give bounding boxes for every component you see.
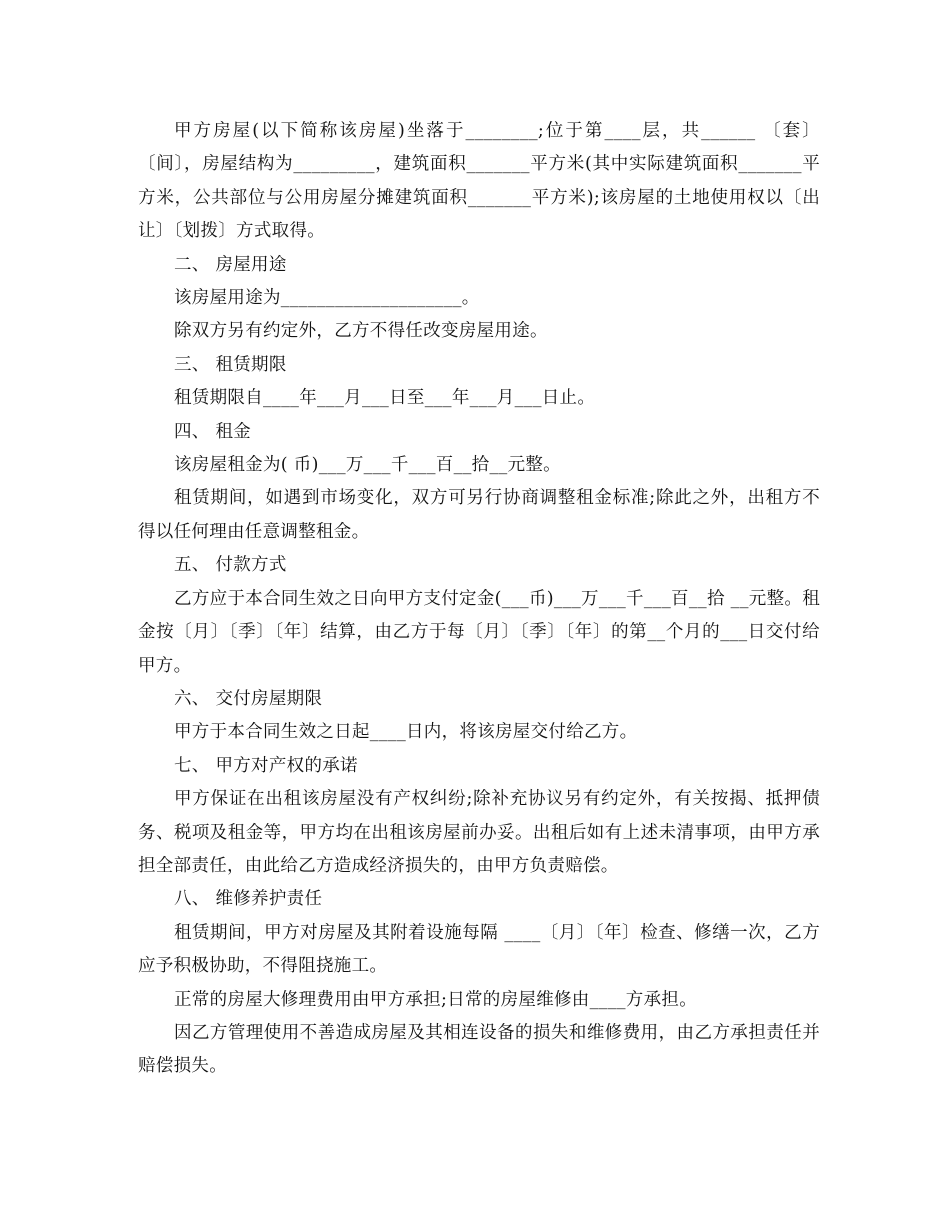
- paragraph-use-restriction: 除双方另有约定外，乙方不得任改变房屋用途。: [174, 321, 548, 342]
- paragraph-maintenance-inspection: 租赁期间，甲方对房屋及其附着设施每隔 ____〔月〕〔年〕检查、修缮一次，乙方应予积极协助，不得阻挠施工。: [138, 922, 820, 977]
- paragraph-property-commitment: 甲方保证在出租该房屋没有产权纠纷;除补充协议另有约定外，有关按揭、抵押债务、税项及租金等，甲方均在出租该房屋前办妥。出租后如有上述未清事项，由甲方承担全部责任，由此给乙方造成经济损失的，由甲方负责赔偿。: [138, 789, 820, 876]
- heading-payment-method: 五、 付款方式: [174, 555, 287, 576]
- heading-maintenance: 八、 维修养护责任: [174, 889, 323, 910]
- paragraph-delivery: 甲方于本合同生效之日起____日内，将该房屋交付给乙方。: [174, 722, 638, 743]
- heading-rent: 四、 租金: [174, 421, 252, 442]
- heading-lease-term: 三、 租赁期限: [174, 354, 287, 375]
- paragraph-use-blank: 该房屋用途为____________________。: [174, 288, 480, 309]
- paragraph-lease-term: 租赁期限自____年___月___日至___年___月___日止。: [174, 388, 596, 409]
- paragraph-rent-adjustment: 租赁期间，如遇到市场变化，双方可另行协商调整租金标准;除此之外，出租方不得以任何理由任意调整租金。: [138, 488, 820, 542]
- paragraph-damage-liability: 因乙方管理使用不善造成房屋及其相连设备的损失和维修费用，由乙方承担责任并赔偿损失。: [138, 1022, 820, 1077]
- paragraph-repair-costs: 正常的房屋大修理费用由甲方承担;日常的房屋维修由____方承担。: [174, 989, 697, 1010]
- heading-house-use: 二、 房屋用途: [174, 254, 287, 275]
- heading-delivery-period: 六、 交付房屋期限: [174, 688, 323, 709]
- paragraph-payment: 乙方应于本合同生效之日向甲方支付定金(___币)___万___千___百__拾 __元整。租金按〔月〕〔季〕〔年〕结算，由乙方于每〔月〕〔季〕〔年〕的第__个月的___日交付给甲方。: [138, 588, 820, 676]
- paragraph-premises: 甲方房屋(以下简称该房屋)坐落于________;位于第____层，共______ 〔套〕〔间〕，房屋结构为_________，建筑面积_______平方米(其中实际建筑面积_______平方米，公共部位与公用房屋分摊建筑面积_______平方米);该房屋的土地使用权以〔出让〕〔划拨〕方式取得。: [138, 121, 820, 242]
- heading-property-commitment: 七、 甲方对产权的承诺: [174, 755, 358, 776]
- paragraph-rent-amount: 该房屋租金为( 币)___万___千___百__拾__元整。: [174, 455, 561, 476]
